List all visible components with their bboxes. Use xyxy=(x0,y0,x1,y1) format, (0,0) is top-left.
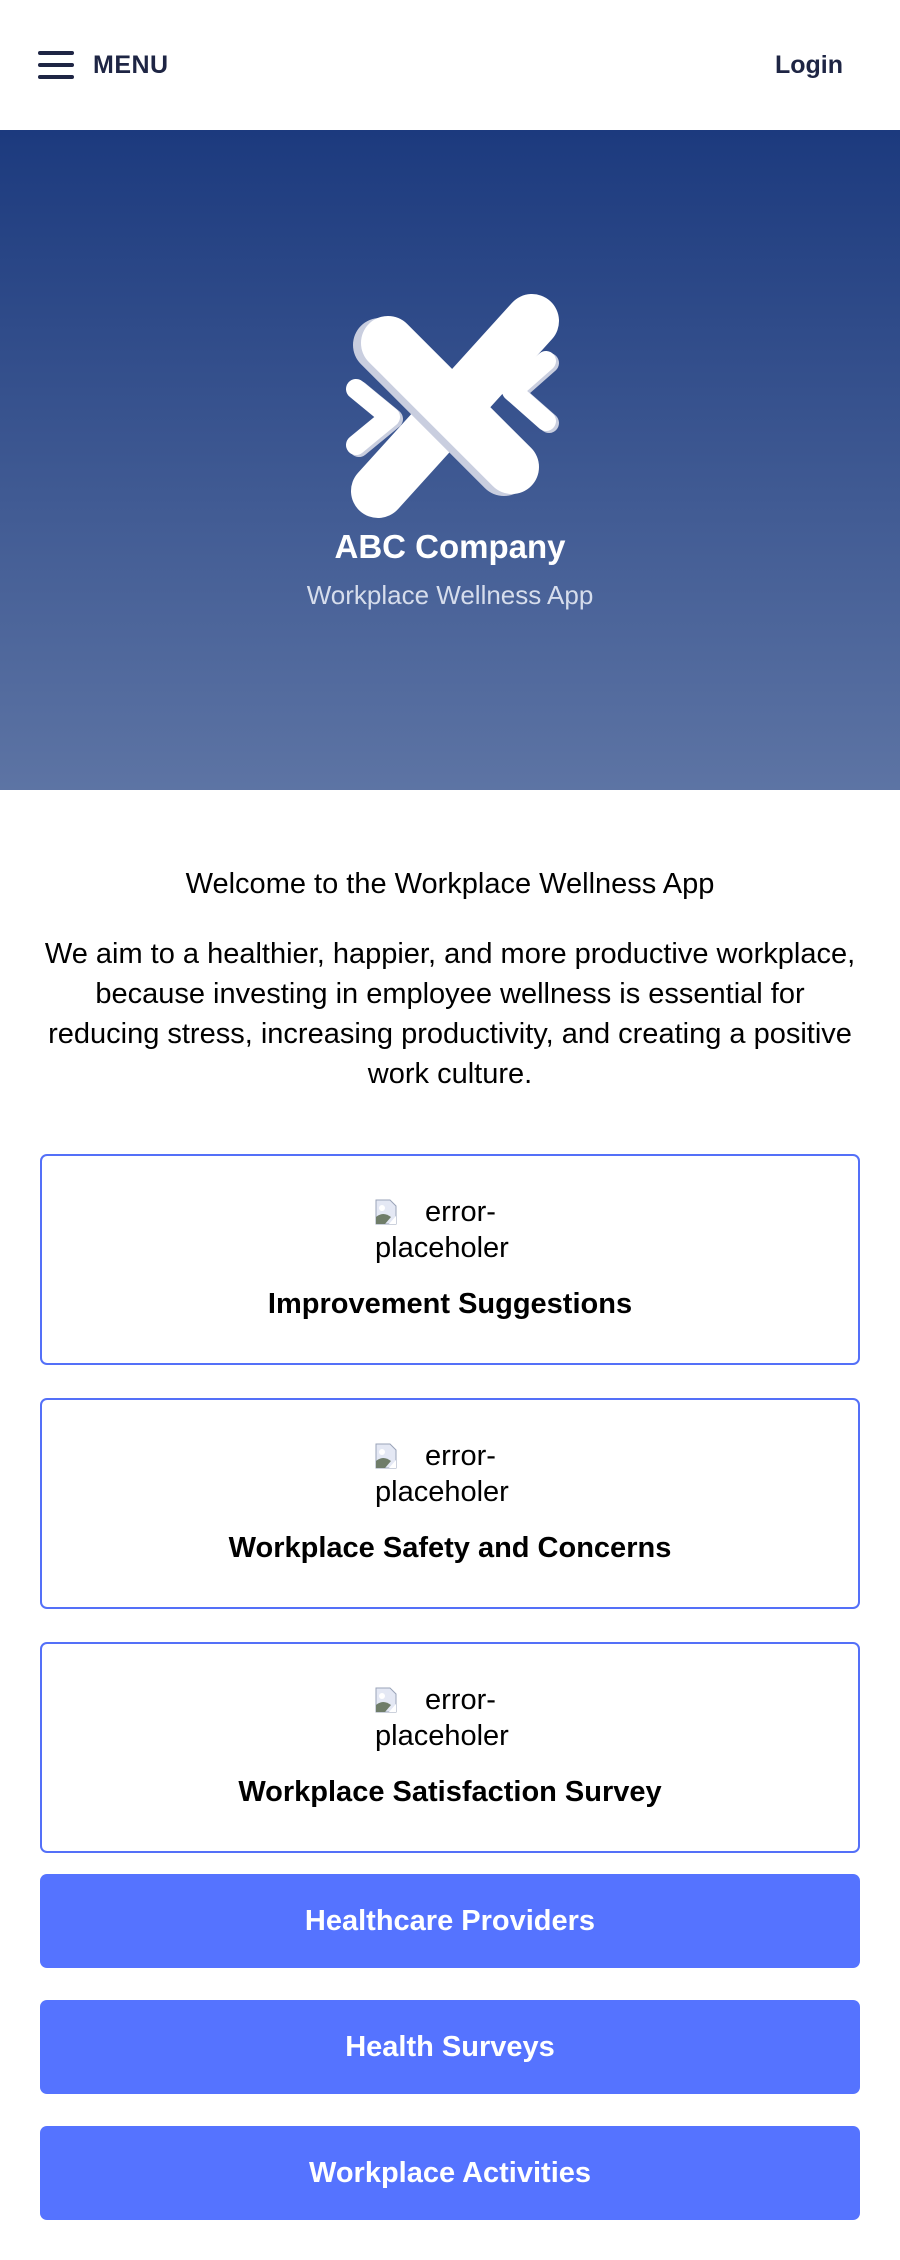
menu-button[interactable] xyxy=(38,51,169,80)
image-alt-text-cont: placeholer xyxy=(375,1720,509,1752)
card-title: Improvement Suggestions xyxy=(267,1288,633,1320)
intro-section xyxy=(0,864,900,1094)
card-improvement-suggestions[interactable] xyxy=(40,1154,860,1365)
company-logo-icon xyxy=(340,285,560,525)
app-subtitle: Workplace Wellness App xyxy=(306,580,594,610)
health-surveys-button[interactable]: Health Surveys xyxy=(40,2000,860,2094)
hero-banner xyxy=(0,130,900,790)
welcome-heading: Welcome to the Workplace Wellness App xyxy=(185,868,715,900)
image-placeholder xyxy=(375,1438,525,1510)
broken-image-icon xyxy=(375,1443,397,1469)
card-title: Workplace Satisfaction Survey xyxy=(238,1776,662,1808)
feature-cards xyxy=(0,1154,900,1853)
broken-image-icon xyxy=(375,1687,397,1713)
image-placeholder xyxy=(375,1682,525,1754)
image-alt-text-cont: placeholer xyxy=(375,1476,509,1508)
card-satisfaction-survey[interactable] xyxy=(40,1642,860,1853)
image-alt-text: error- xyxy=(425,1440,496,1472)
action-buttons xyxy=(0,1874,900,2220)
image-placeholder xyxy=(375,1194,525,1266)
intro-description: We aim to a healthier, happier, and more productive workplace, because investing in employee wellness is essential for reducing stress, increasing productivity, and creating a positive work culture. xyxy=(44,938,856,1090)
healthcare-providers-button[interactable]: Healthcare Providers xyxy=(40,1874,860,1968)
card-workplace-safety[interactable] xyxy=(40,1398,860,1609)
menu-label: MENU xyxy=(93,50,169,79)
company-name: ABC Company xyxy=(334,528,566,565)
workplace-activities-button[interactable]: Workplace Activities xyxy=(40,2126,860,2220)
hamburger-icon xyxy=(38,51,74,79)
image-alt-text: error- xyxy=(425,1684,496,1716)
top-bar xyxy=(0,0,900,130)
broken-image-icon xyxy=(375,1199,397,1225)
image-alt-text-cont: placeholer xyxy=(375,1232,509,1264)
image-alt-text: error- xyxy=(425,1196,496,1228)
login-link[interactable]: Login xyxy=(774,50,843,79)
card-title: Workplace Safety and Concerns xyxy=(228,1532,672,1564)
